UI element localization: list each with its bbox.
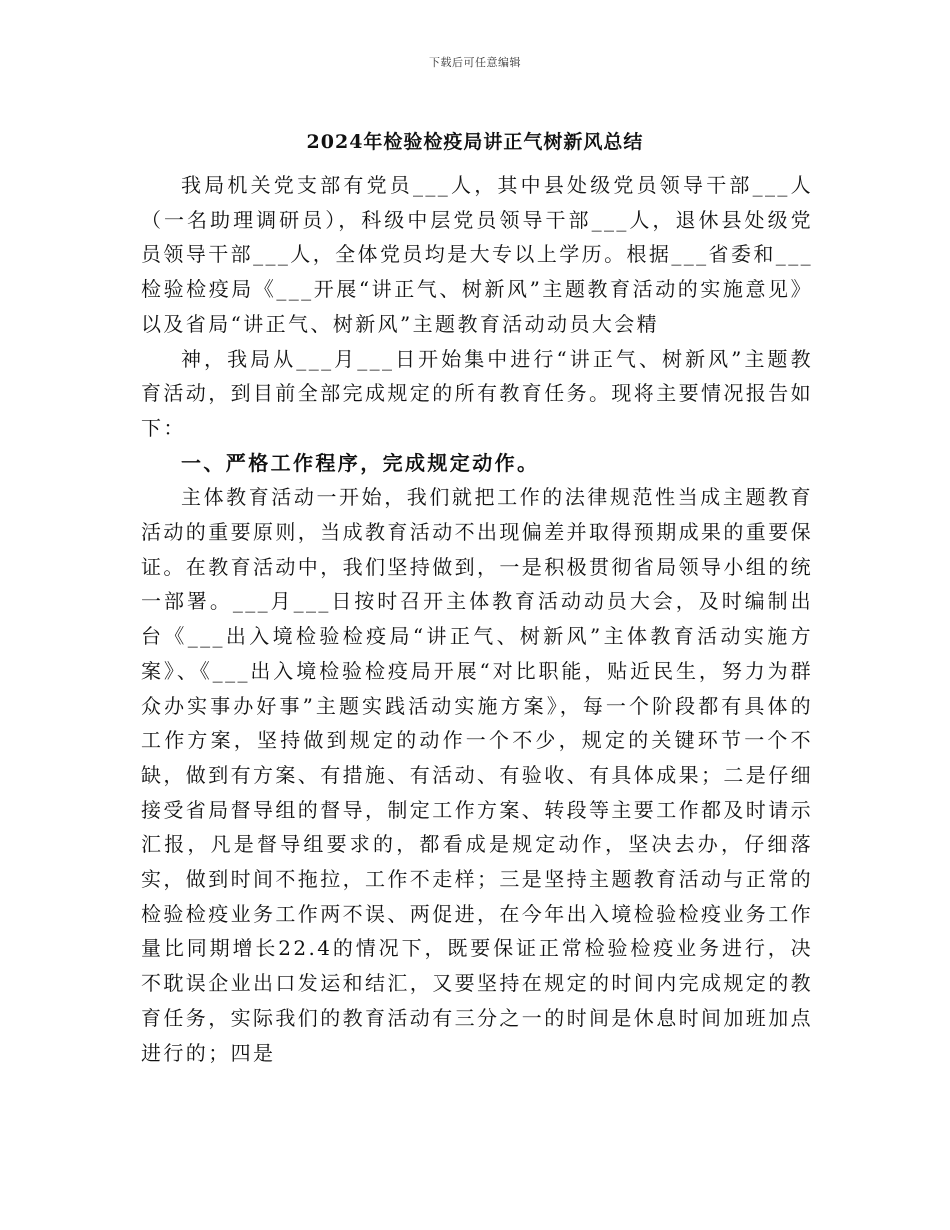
section-heading-1: 一、严格工作程序，完成规定动作。 [181, 450, 540, 475]
paragraph-summary: 神，我局从___月___日开始集中进行“讲正气、树新风”主题教育活动，到目前全部完成规定的所有教育任务。现将主要情况报告如下： [141, 346, 813, 440]
paragraph-intro: 我局机关党支部有党员___人，其中县处级党员领导干部___人（一名助理调研员），科级中层党员领导干部___人，退休县处级党员领导干部___人，全体党员均是大专以上学历。根据___省委和___检验检疫局《___开展“讲正气、树新风”主题教育活动的实施意见》以及省局“讲正气、树新风”主题教育活动动员大会精 [141, 173, 813, 336]
header-note: 下载后可任意编辑 [429, 56, 521, 69]
paragraph-section-1: 主体教育活动一开始，我们就把工作的法律规范性当成主题教育活动的重要原则，当成教育活动不出现偏差并取得预期成果的重要保证。在教育活动中，我们坚持做到，一是积极贯彻省局领导小组的统一部署。___月___日按时召开主体教育活动动员大会，及时编制出台《___出入境检验检疫局“讲正气、树新风”主体教育活动实施方案》、《___出入境检验检疫局开展“对比职能，贴近民生，努力为群众办实事办好事”主题实践活动实施方案》，每一个阶段都有具体的工作方案，坚持做到规定的动作一个不少，规定的关键环节一个不缺，做到有方案、有措施、有活动、有验收、有具体成果；二是仔细接受省局督导组的督导，制定工作方案、转段等主要工作都及时请示汇报，凡是督导组要求的，都看成是规定动作，坚决去办，仔细落实，做到时间不拖拉，工作不走样；三是坚持主题教育活动与正常的检验检疫业务工作两不误、两促进，在今年出入境检验检疫业务工作量比同期增长22.4的情况下，既要保证正常检验检疫业务进行，决不耽误企业出口发运和结汇，又要坚持在规定的时间内完成规定的教育任务，实际我们的教育活动有三分之一的时间是休息时间加班加点进行的；四是 [141, 485, 813, 1065]
document-title: 2024年检验检疫局讲正气树新风总结 [306, 131, 644, 153]
document-body [141, 168, 813, 1070]
